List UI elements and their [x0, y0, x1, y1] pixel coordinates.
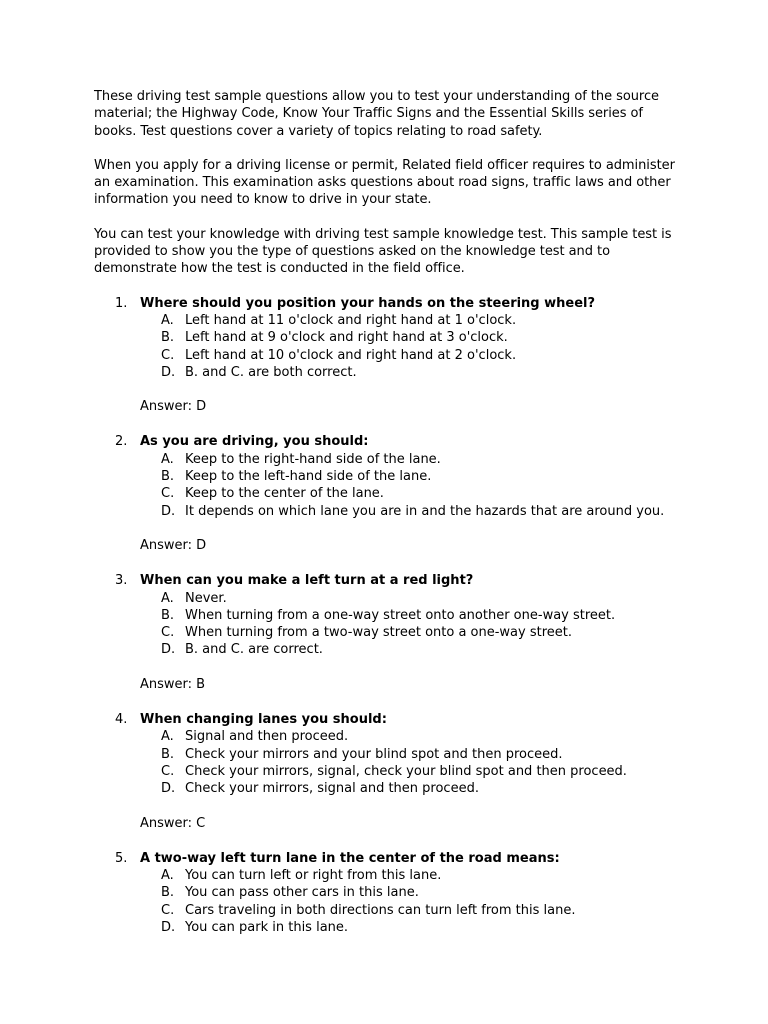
- question-text: When can you make a left turn at a red light?: [140, 573, 474, 589]
- option-b: [140, 746, 684, 763]
- option-text: Keep to the center of the lane.: [185, 486, 384, 502]
- question-text: A two-way left turn lane in the center of the road means:: [140, 850, 560, 866]
- option-b: [140, 468, 684, 485]
- option-text: When turning from a one-way street onto another one-way street.: [185, 607, 616, 623]
- option-a: [140, 451, 684, 468]
- option-letter: D.: [161, 364, 176, 380]
- option-text: Left hand at 10 o'clock and right hand at 2 o'clock.: [185, 347, 517, 363]
- question-text: As you are driving, you should:: [140, 434, 369, 450]
- document-page: [94, 88, 684, 954]
- option-letter: A.: [161, 451, 174, 467]
- option-text: Check your mirrors and your blind spot and then proceed.: [185, 746, 563, 762]
- option-text: When turning from a two-way street onto a one-way street.: [185, 625, 573, 641]
- option-b: [140, 607, 684, 624]
- option-text: Left hand at 9 o'clock and right hand at 3 o'clock.: [185, 330, 508, 346]
- intro-paragraph-2: When you apply for a driving license or permit, Related field officer requires to administer an examination. This examination asks questions about road signs, traffic laws and other information you need to know to drive in your state.: [94, 157, 675, 208]
- option-letter: C.: [161, 486, 175, 502]
- option-text: Check your mirrors, signal and then proceed.: [185, 781, 479, 797]
- question-text: Where should you position your hands on the steering wheel?: [140, 295, 596, 311]
- question-number: 5.: [115, 850, 128, 866]
- option-list: [140, 867, 684, 936]
- option-text: Signal and then proceed.: [185, 729, 349, 745]
- option-text: You can pass other cars in this lane.: [185, 885, 419, 901]
- question-number: 1.: [115, 295, 128, 311]
- question-number: 3.: [115, 573, 128, 589]
- answer-text: Answer: D: [140, 537, 207, 553]
- option-letter: C.: [161, 902, 175, 918]
- option-letter: B.: [161, 469, 175, 485]
- option-a: [140, 590, 684, 607]
- question-text: When changing lanes you should:: [140, 712, 387, 728]
- option-c: [140, 347, 684, 364]
- option-a: [140, 312, 684, 329]
- option-d: [140, 641, 684, 658]
- option-text: Cars traveling in both directions can turn left from this lane.: [185, 902, 576, 918]
- option-text: Left hand at 11 o'clock and right hand at 1 o'clock.: [185, 312, 517, 328]
- option-c: [140, 902, 684, 919]
- answer-text: Answer: D: [140, 399, 207, 415]
- option-letter: B.: [161, 330, 175, 346]
- option-a: [140, 867, 684, 884]
- option-letter: A.: [161, 590, 174, 606]
- question-4: [94, 711, 684, 832]
- intro-paragraph-3: You can test your knowledge with driving test sample knowledge test. This sample test is provided to show you the type of questions asked on the knowledge test and to demonstrate how the test is conducted in the field office.: [94, 226, 672, 277]
- question-number: 4.: [115, 712, 128, 728]
- option-d: [140, 919, 684, 936]
- intro-paragraph-1: These driving test sample questions allow you to test your understanding of the source material; the Highway Code, Know Your Traffic Signs and the Essential Skills series of books. Test questions cover a variety of topics relating to road safety.: [94, 89, 659, 139]
- question-number: 2.: [115, 434, 128, 450]
- question-1: [94, 295, 684, 416]
- option-letter: D.: [161, 781, 176, 797]
- option-letter: A.: [161, 729, 174, 745]
- option-text: Keep to the right-hand side of the lane.: [185, 451, 441, 467]
- option-letter: B.: [161, 607, 175, 623]
- option-text: It depends on which lane you are in and the hazards that are around you.: [185, 503, 665, 519]
- option-c: [140, 763, 684, 780]
- option-c: [140, 624, 684, 641]
- option-a: [140, 728, 684, 745]
- question-5: [94, 850, 684, 936]
- option-list: [140, 728, 684, 797]
- option-letter: B.: [161, 885, 175, 901]
- option-text: You can park in this lane.: [185, 919, 349, 935]
- option-c: [140, 485, 684, 502]
- option-letter: A.: [161, 868, 174, 884]
- option-list: [140, 312, 684, 381]
- option-letter: C.: [161, 625, 175, 641]
- option-text: B. and C. are both correct.: [185, 364, 357, 380]
- answer-text: Answer: C: [140, 815, 206, 831]
- option-letter: D.: [161, 642, 176, 658]
- option-letter: B.: [161, 746, 175, 762]
- option-list: [140, 451, 684, 520]
- option-text: Never.: [185, 590, 227, 606]
- option-text: Keep to the left-hand side of the lane.: [185, 469, 432, 485]
- option-letter: C.: [161, 347, 175, 363]
- option-d: [140, 503, 684, 520]
- option-letter: C.: [161, 763, 175, 779]
- option-letter: A.: [161, 312, 174, 328]
- option-letter: D.: [161, 503, 176, 519]
- option-list: [140, 590, 684, 659]
- question-list: [94, 295, 684, 937]
- question-3: [94, 572, 684, 693]
- option-text: Check your mirrors, signal, check your blind spot and then proceed.: [185, 763, 627, 779]
- option-b: [140, 329, 684, 346]
- option-letter: D.: [161, 919, 176, 935]
- option-text: You can turn left or right from this lane.: [185, 868, 442, 884]
- option-d: [140, 780, 684, 797]
- option-d: [140, 364, 684, 381]
- question-2: [94, 433, 684, 554]
- option-b: [140, 884, 684, 901]
- answer-text: Answer: B: [140, 676, 206, 692]
- option-text: B. and C. are correct.: [185, 642, 323, 658]
